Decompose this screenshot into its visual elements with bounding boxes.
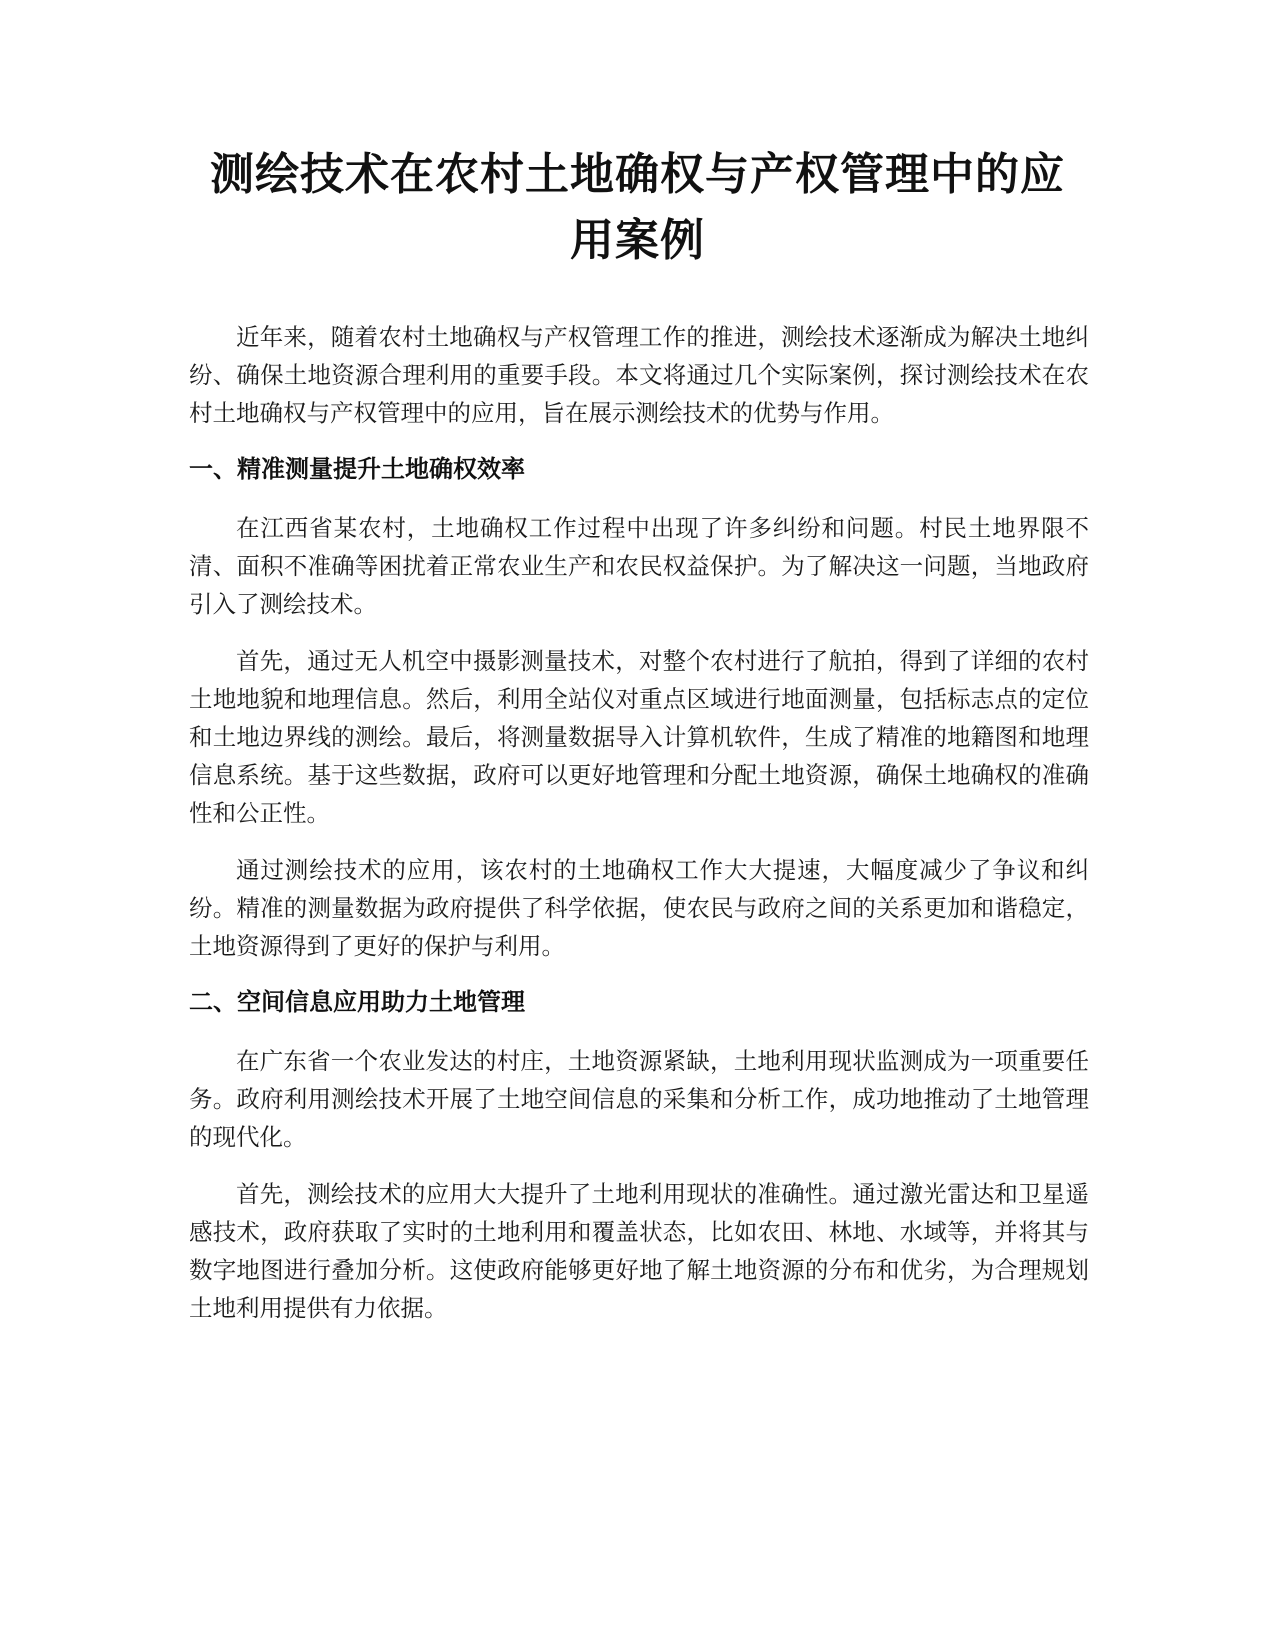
document-title [150,142,1125,274]
section-2-paragraph-2: 首先，测绘技术的应用大大提升了土地利用现状的准确性。通过激光雷达和卫星遥感技术，政府获取了实时的土地利用和覆盖状态，比如农田、林地、水域等，并将其与数字地图进行叠加分析。这使政府能够更好地了解土地资源的分布和优劣，为合理规划土地利用提供有力依据。 [189,1180,1089,1322]
document-body [189,318,1089,1346]
section-1-heading: 一、精准测量提升土地确权效率 [189,455,525,483]
section-1-paragraph-1: 在江西省某农村，土地确权工作过程中出现了许多纠纷和问题。村民土地界限不清、面积不准确等困扰着正常农业生产和农民权益保护。为了解决这一问题，当地政府引入了测绘技术。 [189,514,1089,618]
section-1-paragraph-2: 首先，通过无人机空中摄影测量技术，对整个农村进行了航拍，得到了详细的农村土地地貌和地理信息。然后，利用全站仪对重点区域进行地面测量，包括标志点的定位和土地边界线的测绘。最后，将测量数据导入计算机软件，生成了精准的地籍图和地理信息系统。基于这些数据，政府可以更好地管理和分配土地资源，确保土地确权的准确性和公正性。 [189,647,1089,827]
section-2-paragraph-1: 在广东省一个农业发达的村庄，土地资源紧缺，土地利用现状监测成为一项重要任务。政府利用测绘技术开展了土地空间信息的采集和分析工作，成功地推动了土地管理的现代化。 [189,1047,1089,1151]
title-line-2: 用案例 [570,215,705,266]
section-2-heading: 二、空间信息应用助力土地管理 [189,988,525,1016]
section-1-paragraph-3: 通过测绘技术的应用，该农村的土地确权工作大大提速，大幅度减少了争议和纠纷。精准的测量数据为政府提供了科学依据，使农民与政府之间的关系更加和谐稳定，土地资源得到了更好的保护与利用。 [189,856,1089,960]
intro-paragraph: 近年来，随着农村土地确权与产权管理工作的推进，测绘技术逐渐成为解决土地纠纷、确保土地资源合理利用的重要手段。本文将通过几个实际案例，探讨测绘技术在农村土地确权与产权管理中的应用，旨在展示测绘技术的优势与作用。 [189,323,1089,427]
title-line-1: 测绘技术在农村土地确权与产权管理中的应 [210,149,1065,200]
